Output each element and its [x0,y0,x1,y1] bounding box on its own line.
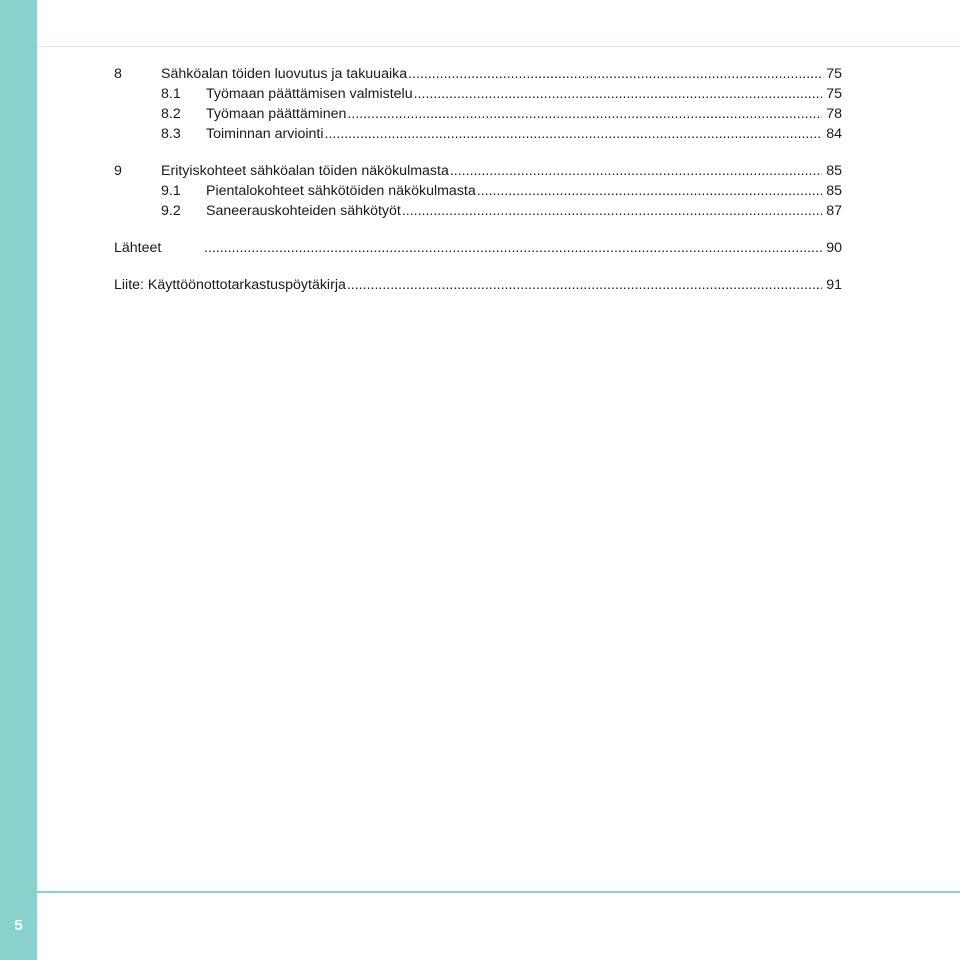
toc-page: 78 [826,106,842,122]
toc-title: Toiminnan arviointi [206,126,324,142]
toc-page: 91 [826,277,842,293]
toc-title: Saneerauskohteiden sähkötyöt [206,203,401,219]
toc-title: Sähköalan töiden luovutus ja takuuaika [161,66,408,82]
toc-title: Lähteet [114,240,162,256]
toc-leader-dots [347,275,822,295]
top-divider [37,46,960,47]
toc-leader-dots [450,161,822,181]
toc-entry-liite[interactable] [114,275,842,295]
toc-page: 75 [826,66,842,82]
toc-entry-lahteet[interactable] [114,238,842,258]
table-of-contents [114,64,842,295]
toc-entry-9[interactable] [114,161,842,181]
toc-number: 8.1 [161,86,181,102]
toc-page: 87 [826,203,842,219]
toc-number: 8.3 [161,126,181,142]
page-number: 5 [14,917,23,934]
toc-leader-dots [204,238,822,258]
toc-page: 84 [826,126,842,142]
toc-entry-9-1[interactable] [114,181,842,201]
toc-title: Pientalokohteet sähkötöiden näkökulmasta [206,183,476,199]
toc-title: Työmaan päättämisen valmistelu [206,86,413,102]
toc-entry-8-2[interactable] [114,104,842,124]
toc-number: 9.2 [161,203,181,219]
toc-number: 8.2 [161,106,181,122]
toc-page: 90 [826,240,842,256]
toc-leader-dots [347,104,822,124]
toc-number: 8 [114,66,122,82]
bottom-divider [37,891,960,893]
toc-entry-8-3[interactable] [114,124,842,144]
toc-leader-dots [325,124,823,144]
toc-page: 85 [826,163,842,179]
toc-page: 75 [826,86,842,102]
toc-page: 85 [826,183,842,199]
toc-leader-dots [477,181,822,201]
toc-title: Erityiskohteet sähköalan töiden näkökulmasta [161,163,449,179]
toc-leader-dots [408,64,822,84]
toc-entry-8-1[interactable] [114,84,842,104]
toc-number: 9 [114,163,122,179]
left-accent-band [0,0,37,960]
toc-title: Työmaan päättäminen [206,106,347,122]
toc-entry-9-2[interactable] [114,201,842,221]
toc-number: 9.1 [161,183,181,199]
toc-leader-dots [414,84,823,104]
toc-leader-dots [402,201,822,221]
toc-entry-8[interactable] [114,64,842,84]
toc-title: Liite: Käyttöönottotarkastuspöytäkirja [114,277,346,293]
